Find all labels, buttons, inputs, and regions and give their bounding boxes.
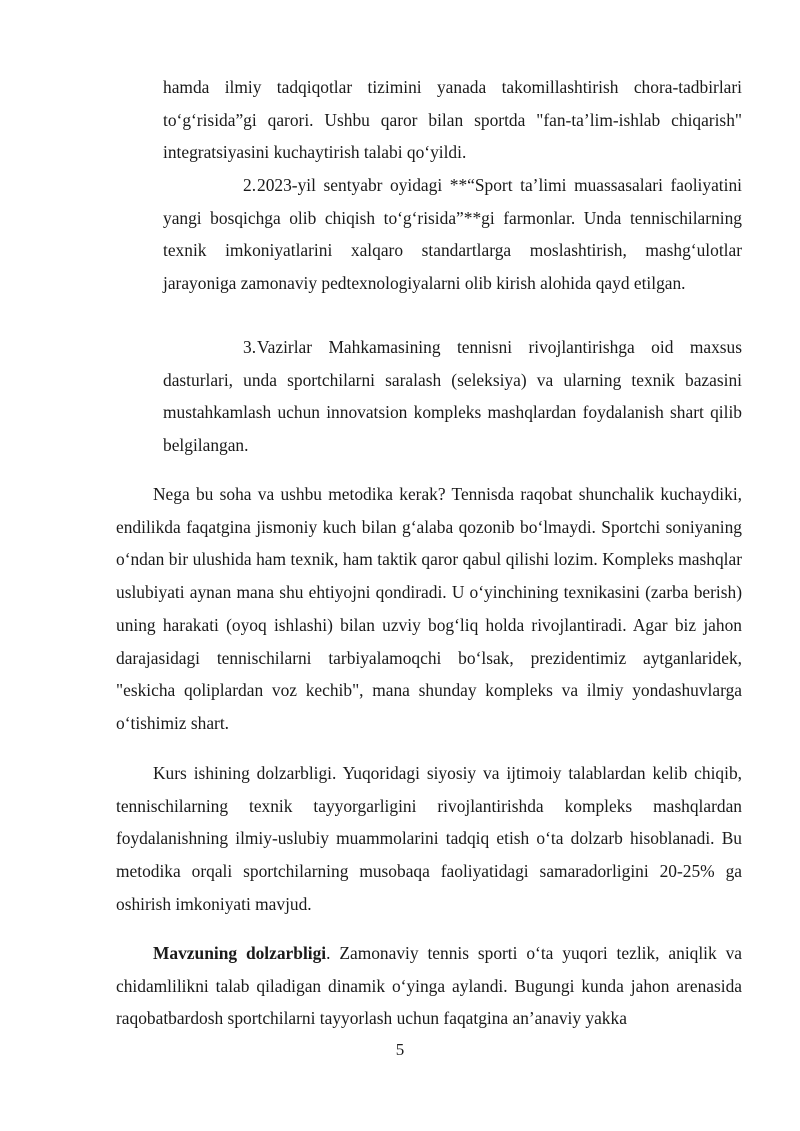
- paragraph-topic-relevance: [116, 937, 742, 1035]
- list-text-2: 2023-yil sentyabr oyidagi **“Sport ta’limi muassasalari faoliyatini yangi bosqichga olib chiqish to‘g‘risida”**gi farmonlar. Unda tennischilarning texnik imkoniyatlarini xalqaro standartlarga moslashtirish, mashg‘ulotlar jarayoniga zamonaviy pedtexnologiyalarni olib kirish alohida qayd etilgan.: [163, 175, 742, 294]
- paragraph-why: Nega bu soha va ushbu metodika kerak? Tennisda raqobat shunchalik kuchaydiki, endilikda faqatgina jismoniy kuch bilan g‘alaba qozonib bo‘lmaydi. Sportchi soniyaning o‘ndan bir ulushida ham texnik, ham taktik qaror qabul qilishi lozim. Kompleks mashqlar uslubiyati aynan mana shu ehtiyojni qondiradi. U o‘yinchining texnikasini (zarba berish) uning harakati (oyoq ishlashi) bilan uzviy bog‘liq holda rivojlantiradi. Agar biz jahon darajasidagi tennischilarni tarbiyalamoqchi bo‘lsak, prezidentimiz aytganlaridek, "eskicha qoliplardan voz kechib", mana shunday kompleks va ilmiy yondashuvlarga o‘tishimiz shart.: [116, 484, 742, 733]
- list-item-3: [163, 331, 742, 462]
- list-number-2: 2.: [243, 175, 257, 195]
- page-number: 5: [395, 1040, 405, 1059]
- paragraph-course-relevance: Kurs ishining dolzarbligi. Yuqoridagi siyosiy va ijtimoiy talablardan kelib chiqib, tennischilarning texnik tayyorgarligini rivojlantirishda kompleks mashqlardan foydalanishning ilmiy-uslubiy muammolarini tadqiq etish o‘ta dolzarb hisoblanadi. Bu metodika orqali sportchilarning musobaqa faoliyatidagi samaradorligini 20-25% ga oshirish imkoniyati mavjud.: [116, 763, 742, 914]
- topic-relevance-heading: Mavzuning dolzarbligi: [153, 943, 327, 963]
- topic-relevance-body: . Zamonaviy tennis sporti o‘ta yuqori tezlik, aniqlik va chidamlilikni talab qiladigan dinamik o‘yinga aylandi. Bugungi kunda jahon arenasida raqobatbardosh sportchilarni tayyorlash uchun faqatgina an’anaviy yakka: [116, 943, 742, 1029]
- list-continuation-text: hamda ilmiy tadqiqotlar tizimini yanada takomillashtirish chora-tadbirlari to‘g‘risida”gi qarori. Ushbu qaror bilan sportda "fan-ta’lim-ishlab chiqarish" integratsiyasini kuchaytirish talabi qo‘yildi.: [163, 77, 742, 163]
- list-item-2: [163, 169, 742, 300]
- list-text-3: Vazirlar Mahkamasining tennisni rivojlantirishga oid maxsus dasturlari, unda sportchilarni saralash (seleksiya) va ularning texnik bazasini mustahkamlash uchun innovatsion kompleks mashqlardan foydalanish shart qilib belgilangan.: [163, 337, 742, 456]
- list-number-3: 3.: [243, 337, 257, 357]
